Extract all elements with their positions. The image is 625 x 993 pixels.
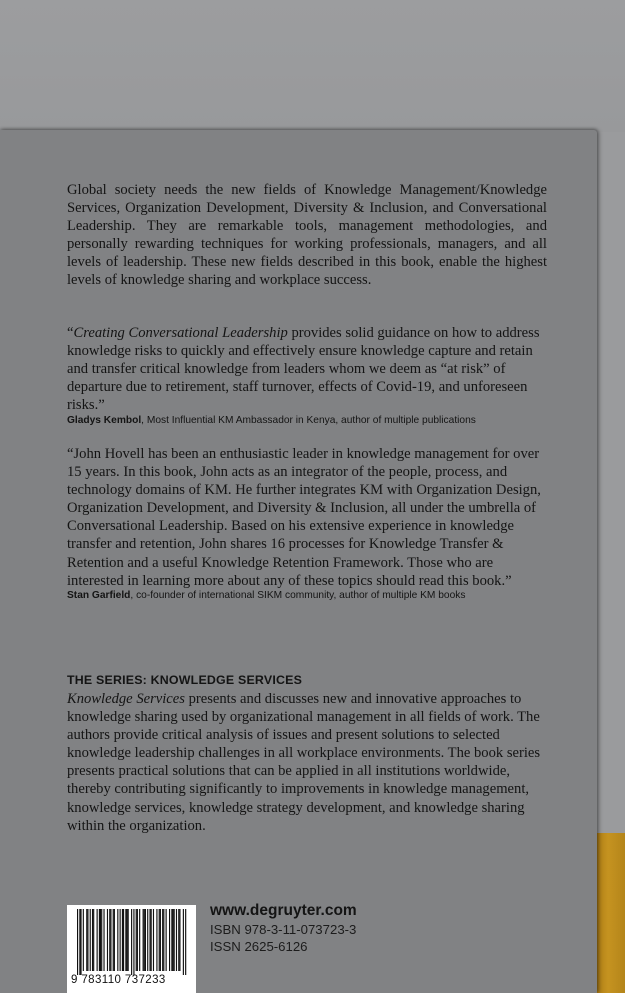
attribution-name: Gladys Kembol [67,415,142,426]
barcode-bar [117,909,118,971]
barcode-bar [92,909,93,971]
attribution-description: , Most Influential KM Ambassador in Kenya, author of multiple publications [141,415,476,426]
barcode-bar [99,909,100,971]
barcode-bar [87,909,88,971]
barcode-bar [166,909,167,971]
quote-open-mark: “ [67,325,74,341]
barcode-bar [156,909,157,971]
barcode-bar [178,909,179,971]
quote-book-title: Creating Conversational Leadership [73,325,288,341]
barcode-bar [145,909,146,971]
attribution-stan-garfield [67,590,567,601]
attribution-name: Stan Garfield [67,590,131,601]
barcode-bar [163,909,164,971]
quote-stan-garfield: “John Hovell has been an enthusiastic leader in knowledge management for over 15 years. In this book, John acts as an integrator of the people, process, and technology domains of KM. He further integrates KM with Organization Design, Organization Development, and Diversity & Inclusion, all under the umbrella of Conversational Leadership. Based on his extensive experience in knowledge transfer and retention, John shares 16 processes for Knowledge Transfer & Retention and a useful Knowledge Retention Framework. Those who are interested in learning more about any of these topics should read this book.” [67,446,541,589]
barcode-bar [174,909,175,971]
intro-paragraph: Global society needs the new fields of Knowledge Management/Knowledge Services, Organization Development, Diversity & Inclusion, and Conversational Leadership. They are remarkable tools, management methodologies, and personally rewarding techniques for working professionals, managers, and all levels of leadership. These new fields described in this book, enable the highest levels of knowledge sharing and workplace success. [67,182,547,289]
attribution-gladys-kembol [67,415,567,426]
barcode-bar [159,909,160,971]
barcode-bar [169,909,170,971]
barcode-bar [80,909,81,975]
barcode-bar [131,909,132,975]
barcode-bar [153,909,154,971]
background-top-band [0,0,625,132]
barcode-bar [149,909,150,971]
barcode-bar [143,909,144,971]
attribution-description: , co-founder of international SIKM community, author of multiple KM books [130,590,466,601]
barcode-bar [133,909,134,975]
barcode-bar [126,909,127,971]
barcode-bar [109,909,110,971]
series-heading: THE SERIES: KNOWLEDGE SERVICES [67,673,303,687]
barcode-bar [86,909,87,971]
barcode-bar [176,909,177,971]
barcode-bar [171,909,172,971]
barcode-bar [160,909,161,971]
barcode-bar [97,909,98,971]
barcode-bar [179,909,180,971]
quote-gladys-kembol [67,324,547,414]
isbn-number: ISBN 978-3-11-073723-3 [210,922,357,937]
issn-number: ISSN 2625-6126 [210,939,308,954]
barcode-bar [114,909,115,971]
series-text: presents and discusses new and innovative approaches to knowledge sharing used by organizational management in all fields of work. The authors provide critical analysis of issues and present solutions to selected knowledge leadership challenges in all workplace environments. The book series presents practical solutions that can be applied in all institutions worldwide, thereby contributing significantly to improvements in knowledge management, knowledge services, knowledge strategy development, and knowledge sharing within the organization. [67,691,541,834]
barcode-bar [147,909,148,971]
barcode-bar [83,909,84,971]
barcode-bar [101,909,102,971]
barcode-bar [151,909,152,971]
barcode-bar [122,909,123,971]
barcode-bar [183,909,184,975]
barcode-bar [79,909,80,975]
barcode-bar [137,909,138,971]
barcode-bar [125,909,126,971]
barcode-bar [136,909,137,971]
barcode-bar [123,909,124,971]
barcode-bar [103,909,104,971]
barcode-digits: 9 783110 737233 [71,974,166,986]
series-description [67,690,547,835]
barcode-bar [144,909,145,971]
barcode-bar [110,909,111,971]
barcode-bar [90,909,91,971]
barcode-bar [162,909,163,971]
barcode-bar [139,909,140,971]
barcode-bar [120,909,121,971]
isbn-barcode [67,905,196,993]
quote-text: provides solid guidance on how to address knowledge risks to quickly and effectively ensure knowledge capture and retain and transfer critical knowledge from leaders whom we deem as “at risk” of departure due to retirement, staff turnover, effects of Covid-19, and unforeseen risks.” [67,325,540,414]
series-title: Knowledge Services [67,691,185,707]
barcode-bar [113,909,114,971]
barcode-bar [172,909,173,971]
barcode-bar [185,909,186,975]
barcode-bar [107,909,108,971]
barcode-bars [67,905,196,975]
barcode-bar [128,909,129,971]
barcode-bar [77,909,78,975]
barcode-bar [93,909,94,971]
publisher-url[interactable]: www.degruyter.com [210,902,357,919]
barcode-bar [100,909,101,971]
spine-accent-gold [597,833,625,993]
